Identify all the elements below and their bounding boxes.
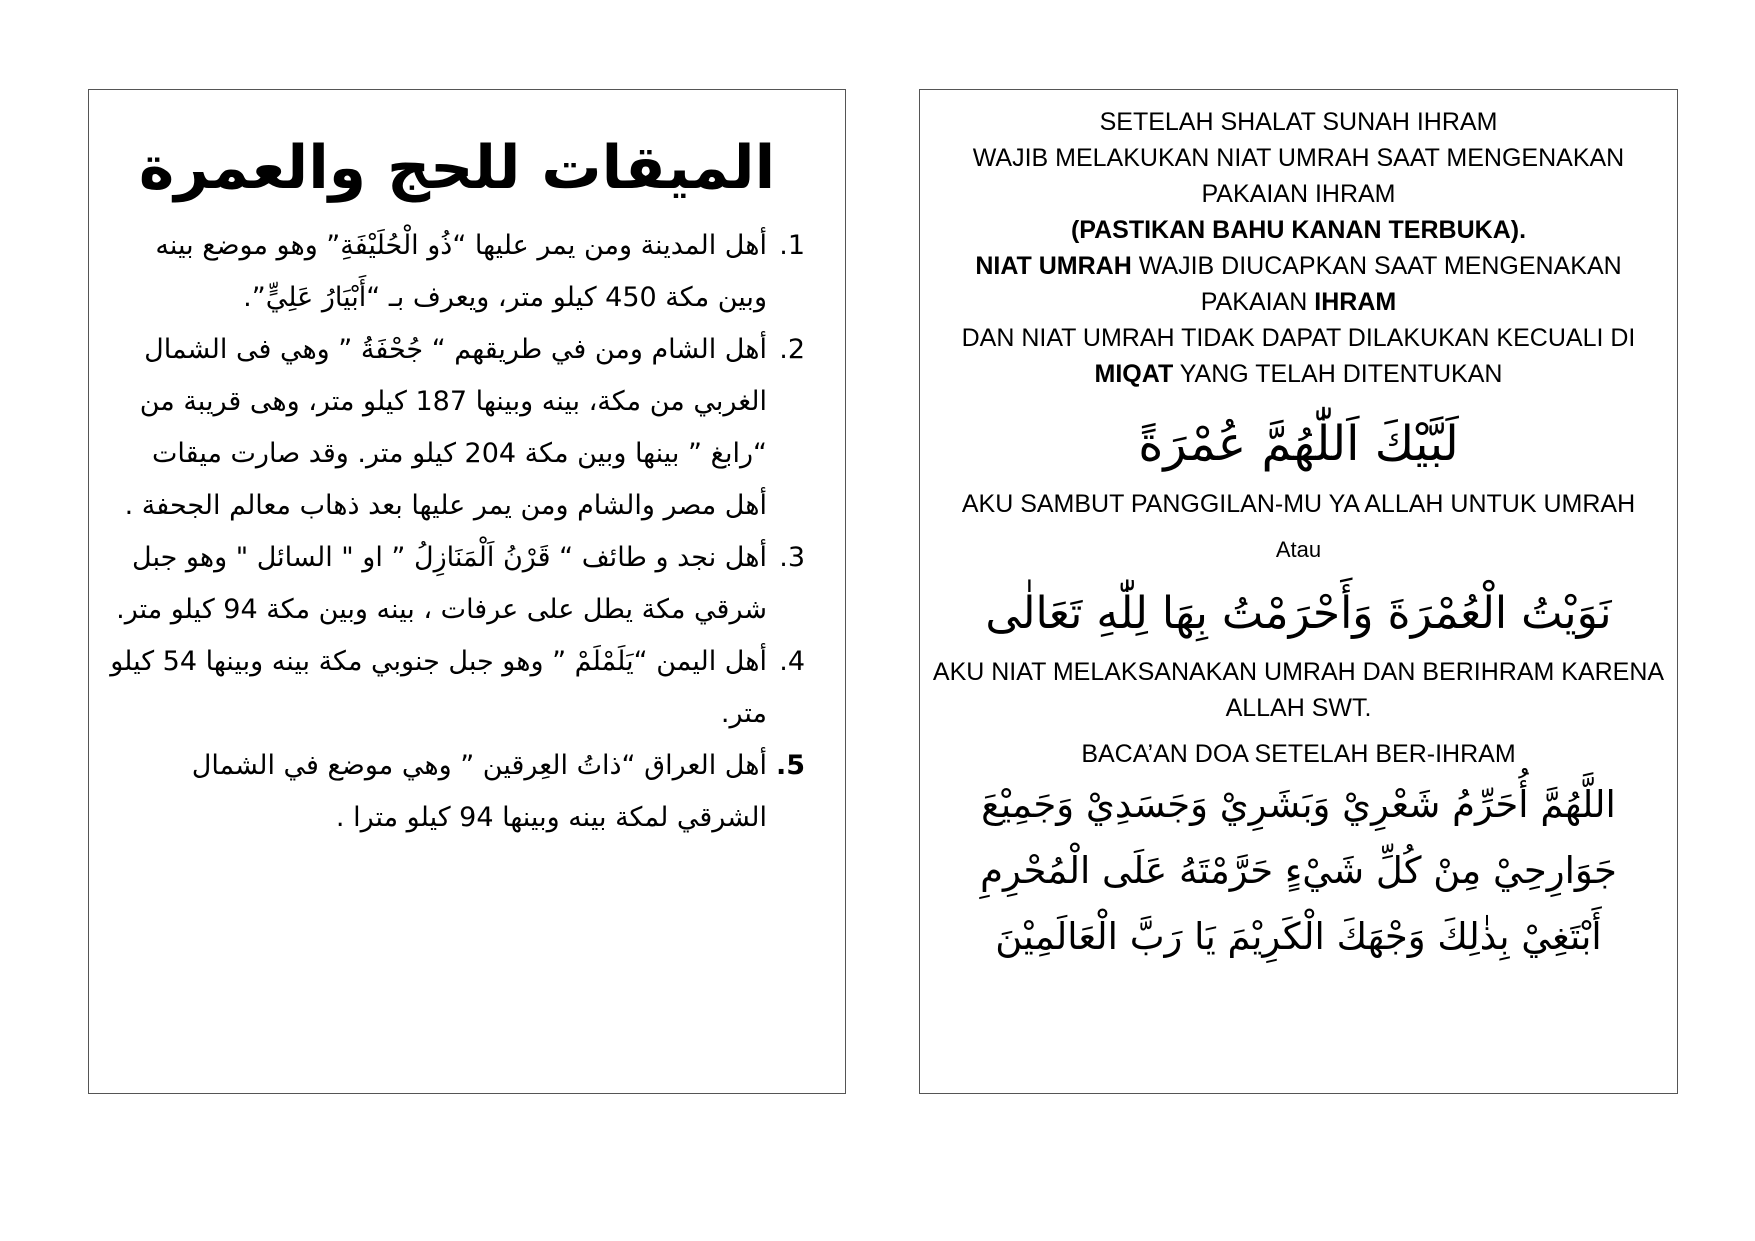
doa-line-2: جَوَارِحِيْ مِنْ كُلِّ شَيْءٍ حَرَّمْتَهُ عَلَى الْمُحْرِمِ: [980, 849, 1617, 892]
intro-line-4: [932, 248, 1665, 320]
item-number: 2.: [779, 334, 805, 365]
item-number: 5.: [775, 750, 805, 781]
intro-line-6: [932, 356, 1665, 392]
item-text: أهل الشام ومن في طريقهم “ جُحْفَةُ ” وهي فى الشمال الغربي من مكة، بينه وبينها 187 كيلو متر، وهى قريبة من “رابغ ” بينها وبين مكة 204 كيلو متر. وقد صارت ميقات أهل مصر والشام ومن يمر عليها بعد ذهاب معالم الجحفة .: [124, 334, 767, 521]
doa-line-3: أَبْتَغِيْ بِذٰلِكَ وَجْهَكَ الْكَرِيْمَ يَا رَبَّ الْعَالَمِيْنَ: [995, 915, 1602, 958]
niyyah-meaning: AKU NIAT MELAKSANAKAN UMRAH DAN BERIHRAM KARENA ALLAH SWT.: [932, 658, 1665, 722]
intro-bold: MIQAT: [1094, 360, 1174, 388]
item-text: أهل اليمن “يَلَمْلَمْ ” وهو جبل جنوبي مكة بينه وبينها 54 كيلو متر.: [110, 646, 767, 729]
intro-line-3: [932, 212, 1665, 248]
intro-bold: NIAT UMRAH: [975, 252, 1132, 280]
intro-text: YANG TELAH DITENTUKAN: [1173, 360, 1503, 388]
intro-text: WAJIB DIUCAPKAN SAAT MENGENAKAN PAKAIAN: [1131, 252, 1622, 316]
miqat-item-5: [109, 740, 805, 844]
miqat-item-2: [109, 324, 805, 532]
miqat-item-3: [109, 532, 805, 636]
item-text: أهل نجد و طائف “ قَرْنُ اَلْمَنَازِلُ ” او " السائل " وهو جبل شرقي مكة يطل على عرفات ، بينه وبين مكة 94 كيلو متر.: [116, 542, 767, 625]
niat-umrah-panel: [919, 89, 1678, 1094]
atau-label: Atau: [1275, 537, 1322, 562]
talbiyah-meaning: AKU SAMBUT PANGGILAN-MU YA ALLAH UNTUK UMRAH: [961, 490, 1636, 518]
intro-line-1: SETELAH SHALAT SUNAH IHRAM: [1099, 108, 1498, 136]
item-text: أهل المدينة ومن يمر عليها “ذُو الْحُلَيْفَةِ” وهو موضع بينه وبين مكة 450 كيلو متر، ويعرف بـ “أَبْيَارُ عَلِيٍّ”.: [155, 230, 767, 313]
item-number: 1.: [779, 230, 805, 261]
niyyah-arabic: نَوَيْتُ الْعُمْرَةَ وَأَحْرَمْتُ بِهَا لِلّٰهِ تَعَالٰى: [985, 588, 1612, 639]
doa-heading: BACA’AN DOA SETELAH BER-IHRAM: [1081, 740, 1516, 768]
intro-bold: IHRAM: [1314, 288, 1397, 316]
intro-line-5: DAN NIAT UMRAH TIDAK DAPAT DILAKUKAN KECUALI DI: [961, 324, 1636, 352]
doa-line-1: اللَّهُمَّ أُحَرِّمُ شَعْرِيْ وَبَشَرِيْ وَجَسَدِيْ وَجَمِيْعَ: [981, 783, 1616, 826]
miqat-panel: [88, 89, 846, 1094]
miqat-list: [109, 220, 805, 844]
item-number: 3.: [779, 542, 805, 573]
doa-ihram: [932, 772, 1665, 970]
intro-line-2: WAJIB MELAKUKAN NIAT UMRAH SAAT MENGENAKAN PAKAIAN IHRAM: [972, 144, 1625, 208]
miqat-item-1: [109, 220, 805, 324]
intro-bold: (PASTIKAN BAHU KANAN TERBUKA).: [1070, 216, 1527, 244]
talbiyah-arabic: لَبَّيْكَ اَللّٰهُمَّ عُمْرَةً: [1138, 416, 1459, 472]
miqat-item-4: [109, 636, 805, 740]
item-number: 4.: [779, 646, 805, 677]
item-text: أهل العراق “ذاتُ العِرقين ” وهي موضع في الشمال الشرقي لمكة بينه وبينها 94 كيلو مترا .: [191, 750, 767, 833]
miqat-title: الميقات للحج والعمرة: [138, 133, 776, 203]
